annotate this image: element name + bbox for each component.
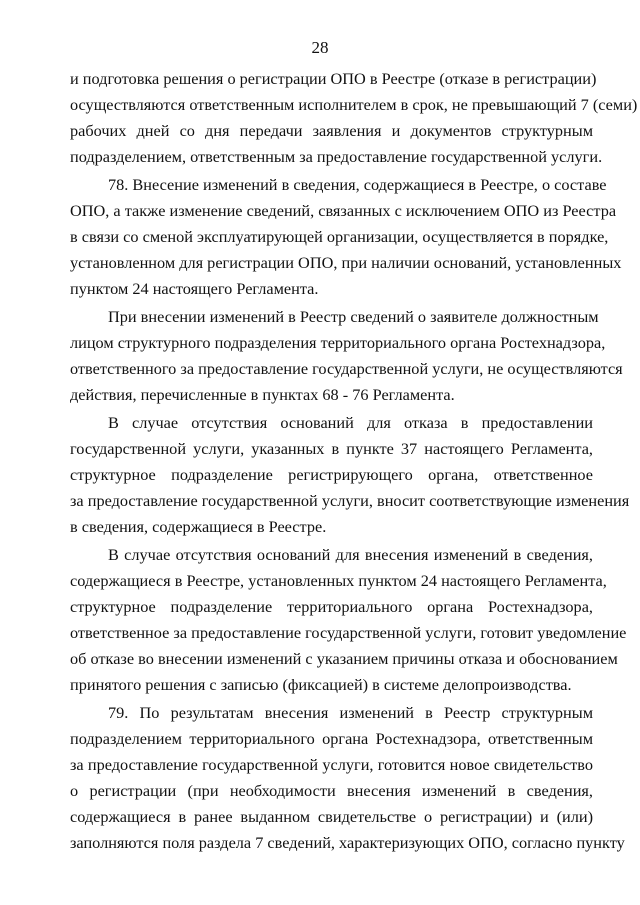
text-line: При внесении изменений в Реестр сведений о заявителе должностным [108, 307, 599, 326]
text-line: пунктом 24 настоящего Регламента. [70, 279, 319, 298]
paragraph [70, 542, 627, 698]
text-line: 79. По результатам внесения изменений в Реестр структурным [108, 703, 593, 722]
paragraph [70, 304, 623, 408]
paragraph [70, 700, 625, 856]
text-line: за предоставление государственной услуги, готовится новое свидетельство [70, 755, 593, 774]
text-line: подразделением территориального органа Ростехнадзора, ответственным [70, 729, 593, 748]
text-line: в связи со сменой эксплуатирующей организации, осуществляется в порядке, [70, 227, 609, 246]
text-line: 78. Внесение изменений в сведения, содержащиеся в Реестре, о составе [108, 175, 607, 194]
text-line: о регистрации (при необходимости внесения изменений в сведения, [70, 781, 593, 800]
text-line: заполняются поля раздела 7 сведений, характеризующих ОПО, согласно пункту [70, 833, 625, 852]
text-line: государственной услуги, указанных в пункте 37 настоящего Регламента, [70, 439, 593, 458]
text-line: ответственное за предоставление государственной услуги, готовит уведомление [70, 623, 627, 642]
text-line: структурное подразделение регистрирующего органа, ответственное [70, 465, 593, 484]
text-line: ОПО, а также изменение сведений, связанных с исключением ОПО из Реестра [70, 201, 617, 220]
paragraph [70, 410, 630, 540]
body-text [70, 66, 638, 856]
page-number: 28 [311, 38, 329, 57]
text-line: ответственного за предоставление государственной услуги, не осуществляются [70, 359, 623, 378]
paragraph [70, 172, 622, 302]
text-line: об отказе во внесении изменений с указанием причины отказа и обоснованием [70, 649, 618, 668]
text-line: принятого решения с записью (фиксацией) в системе делопроизводства. [70, 675, 572, 694]
text-line: В случае отсутствия оснований для отказа в предоставлении [108, 413, 593, 432]
text-line: рабочих дней со дня передачи заявления и документов структурным [70, 121, 593, 140]
text-line: содержащиеся в ранее выданном свидетельстве о регистрации) и (или) [70, 807, 593, 826]
text-line: осуществляются ответственным исполнителем в срок, не превышающий 7 (семи) [70, 95, 638, 114]
text-line: содержащиеся в Реестре, установленных пунктом 24 настоящего Регламента, [70, 571, 607, 590]
text-line: лицом структурного подразделения территориального органа Ростехнадзора, [70, 333, 606, 352]
text-line: действия, перечисленные в пунктах 68 - 76 Регламента. [70, 385, 455, 404]
text-line: за предоставление государственной услуги, вносит соответствующие изменения [70, 491, 630, 510]
paragraph [70, 66, 638, 170]
text-line: В случае отсутствия оснований для внесения изменений в сведения, [108, 545, 593, 564]
text-line: подразделением, ответственным за предоставление государственной услуги. [70, 147, 603, 166]
text-line: структурное подразделение территориального органа Ростехнадзора, [70, 597, 593, 616]
text-line: установленном для регистрации ОПО, при наличии оснований, установленных [70, 253, 622, 272]
text-line: и подготовка решения о регистрации ОПО в Реестре (отказе в регистрации) [70, 69, 597, 88]
text-line: в сведения, содержащиеся в Реестре. [70, 517, 327, 536]
